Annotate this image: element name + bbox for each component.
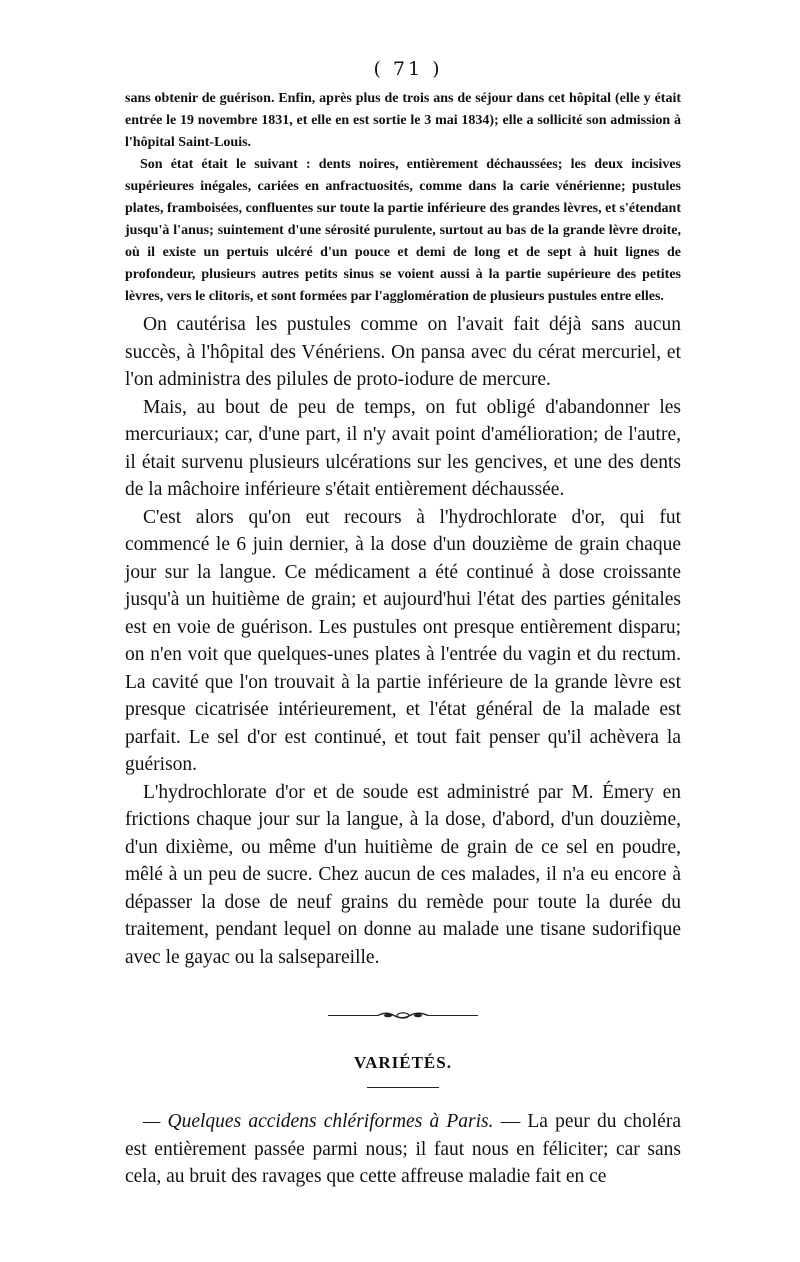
page-number: ( 71 ) <box>373 58 443 80</box>
ornament-line-right <box>428 1015 478 1016</box>
variety-paragraph <box>125 1108 681 1191</box>
section-title: VARIÉTÉS. <box>354 1053 452 1072</box>
variety-text: — La peur du choléra est entièrement passée parmi nous; il faut nous en féliciter; car sans cela, au bruit des ravages que cette affreuse maladie fait en ce <box>125 1111 681 1187</box>
variety-lead: — Quelques accidens chlériformes à Paris. <box>143 1111 494 1132</box>
section-ornament <box>328 1009 478 1021</box>
document-page <box>125 58 681 1191</box>
small-paragraph-2: Son état était le suivant : dents noires, entièrement déchaussées; les deux incisives supérieures inégales, cariées en anfractuosités, comme dans la carie vénérienne; pustules plates, framboisées, confluentes sur toute la partie inférieure des grandes lèvres, et s'étendant jusqu'à l'anus; suintement d'une sérosité purulente, surtout au bas de la grande lèvre droite, où il existe un pertuis ulcéré d'un pouce et demi de long et de sept à huit lignes de profondeur, plusieurs autres petits sinus se voient aussi à la partie supérieure des petites lèvres, vers le clitoris, et sont formées par l'agglomération de plusieurs pustules entre elles. <box>125 157 681 304</box>
body-paragraph-4: L'hydrochlorate d'or et de soude est administré par M. Émery en frictions chaque jour sur la langue, à la dose, d'abord, d'un douzième, d'un dixième, ou même d'un huitième de grain de ce sel en poudre, mêlé à un peu de sucre. Chez aucun de ces malades, il n'a eu encore à dépasser la dose de neuf grains du remède pour toute la durée du traitement, pendant lequel on donne au malade une tisane sudorifique avec le gayac ou la salsepareille. <box>125 781 681 968</box>
body-paragraph-1: On cautérisa les pustules comme on l'avait fait déjà sans aucun succès, à l'hôpital des Vénériens. On pansa avec du cérat mercuriel, et l'on administra des pilules de proto-iodure de mercure. <box>125 314 681 390</box>
body-paragraph-3: C'est alors qu'on eut recours à l'hydrochlorate d'or, qui fut commencé le 6 juin dernier, à la dose d'un douzième de grain chaque jour sur la langue. Ce médicament a été continué à dose croissante jusqu'à un huitième de grain; et aujourd'hui l'état des parties génitales est en voie de guérison. Les pustules ont presque entièrement disparu; on n'en voit que quelques-unes plates à l'entrée du vagin et du rectum. La cavité que l'on trouvait à la partie inférieure de la grande lèvre est presque cicatrisée intérieurement, et l'état général de la malade est parfait. Le sel d'or est continué, et tout fait penser qu'il achèvera la guérison. <box>125 506 681 775</box>
ornament-line-left <box>328 1015 378 1016</box>
ornament-flourish-icon <box>378 1011 428 1020</box>
body-paragraph-2: Mais, au bout de peu de temps, on fut obligé d'abandonner les mercuriaux; car, d'une part, il n'y avait point d'amélioration; de l'autre, il était survenu plusieurs ulcérations sur les gencives, et une des dents de la mâchoire inférieure s'était entièrement déchaussée. <box>125 396 681 500</box>
small-paragraph-1: sans obtenir de guérison. Enfin, après plus de trois ans de séjour dans cet hôpital (elle y était entrée le 19 novembre 1831, et elle en est sortie le 3 mai 1834); elle a sollicité son admission à l'hôpital Saint-Louis. <box>125 91 681 150</box>
title-rule <box>367 1087 439 1088</box>
